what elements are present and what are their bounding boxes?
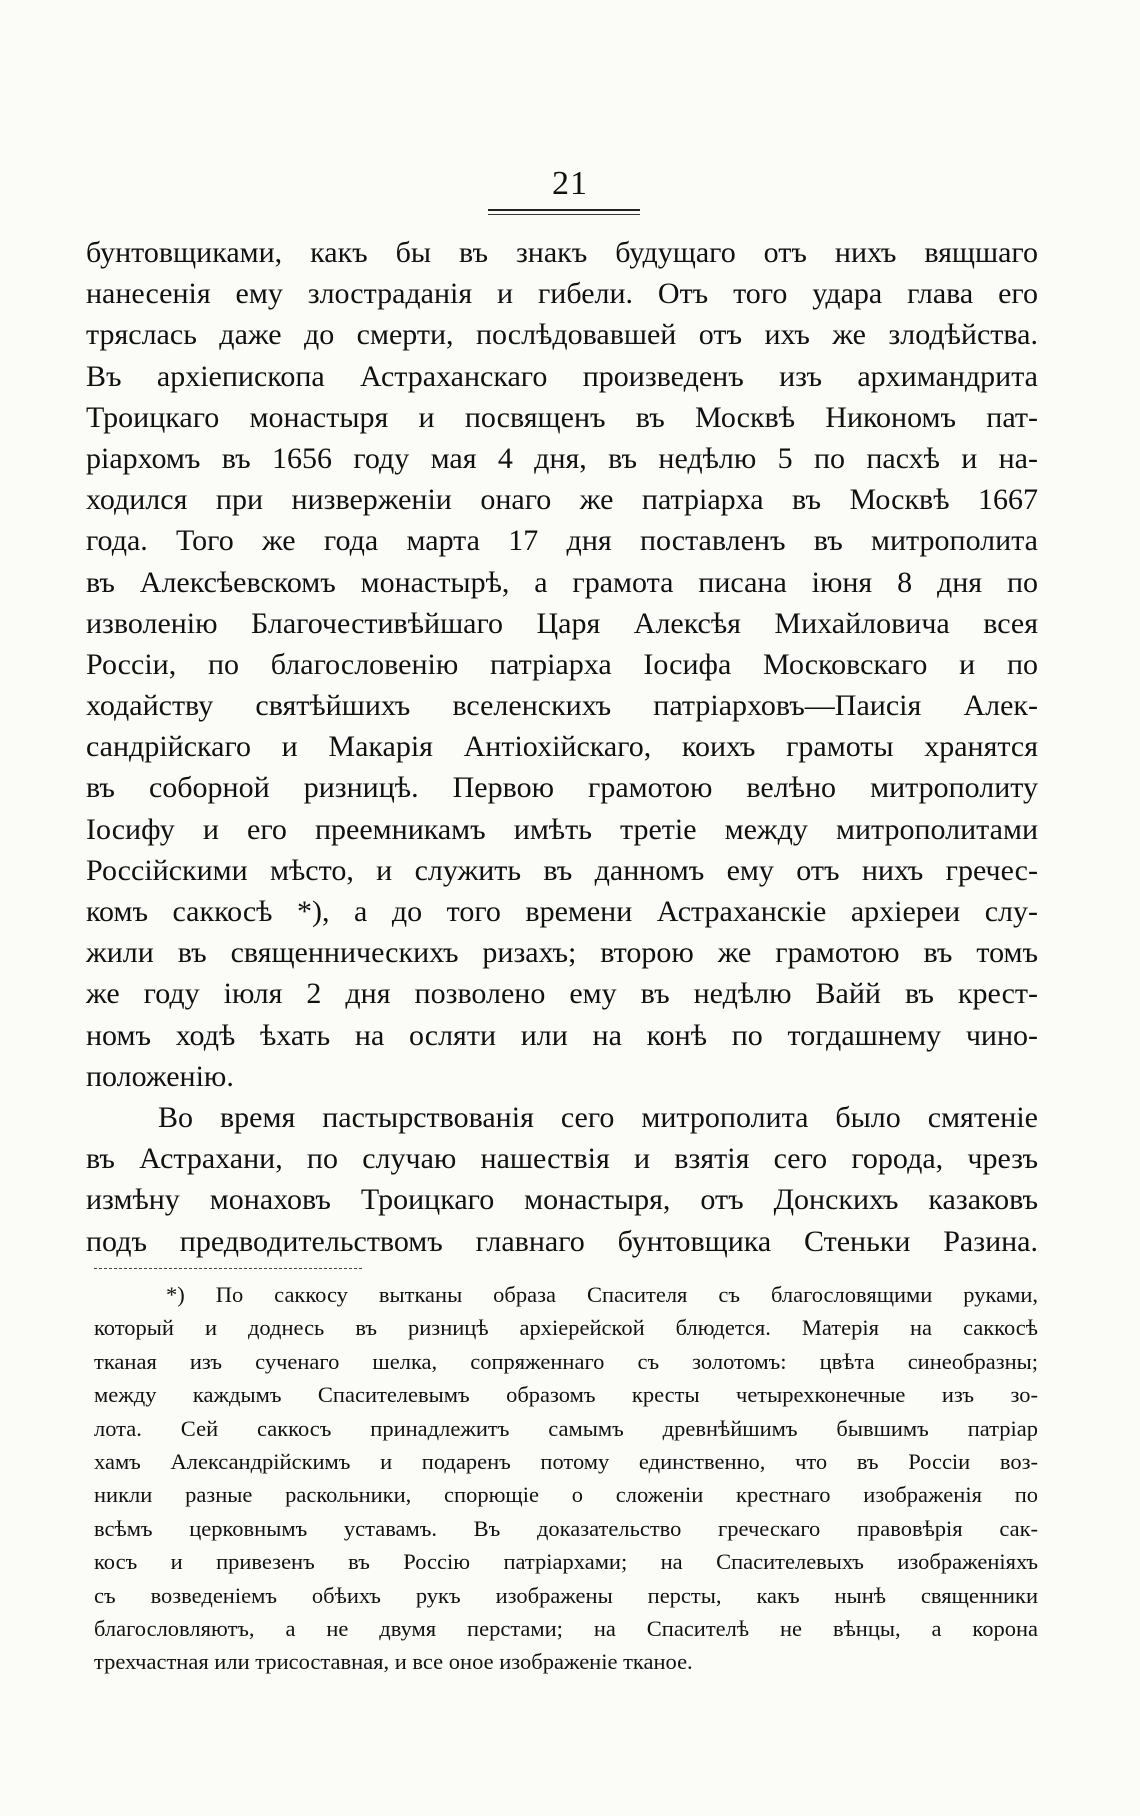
footnote-line: тканая изъ сученаго шелка, сопряженнаго съ золотомъ: цвѣта синеобразны;	[94, 1348, 1038, 1374]
main-text-line: измѣну монаховъ Троицкаго монастыря, отъ Донскихъ казаковъ	[86, 1183, 1038, 1217]
main-text-line: сандрійскаго и Макарія Антіохійскаго, коихъ грамоты хранятся	[86, 730, 1038, 764]
page-number: 21	[552, 165, 588, 202]
main-text-line: Троицкаго монастыря и посвященъ въ Москвѣ Никономъ пат-	[86, 400, 1038, 434]
footnote-line: трехчастная или трисоставная, и все оное изображеніе тканое.	[94, 1649, 693, 1675]
footnote-line: *) По саккосу вытканы образа Спасителя съ благословящими руками,	[166, 1282, 1038, 1307]
main-text-line: Россіи, по благословенію патріарха Іосифа Московскаго и по	[86, 647, 1038, 681]
main-text-line: въ Астрахани, по случаю нашествія и взятія сего города, чрезъ	[86, 1142, 1038, 1176]
footnote-line: хамъ Александрійскимъ и подаренъ потому единственно, что въ Россіи воз-	[94, 1448, 1038, 1474]
main-text-line: жили въ священническихъ ризахъ; второю же грамотою въ томъ	[86, 936, 1038, 970]
main-text-line: нанесенія ему злостраданія и гибели. Отъ того удара глава его	[86, 277, 1038, 311]
main-text-line: года. Того же года марта 17 дня поставленъ въ митрополита	[86, 524, 1038, 558]
header-rule	[488, 209, 640, 211]
main-text-line: подъ предводительствомъ главнаго бунтовщика Стеньки Разина.	[86, 1224, 1038, 1258]
main-body-text	[86, 232, 1038, 1262]
footnote-line: между каждымъ Спасителевымъ образомъ кресты четырехконечные изъ зо-	[94, 1382, 1038, 1408]
main-text-line: изволенію Благочестивѣйшаго Царя Алексѣя Михайловича всея	[86, 606, 1038, 640]
paragraph-end-line: положенію.	[86, 1059, 234, 1093]
footnote-line: который и доднесь въ ризницѣ архіерейской блюдется. Матерія на саккосѣ	[94, 1315, 1038, 1341]
footnote-line: лота. Сей саккосъ принадлежитъ самымъ древнѣйшимъ бывшимъ патріар	[94, 1415, 1038, 1441]
main-text-line: въ Алексѣевскомъ монастырѣ, а грамота писана іюня 8 дня по	[86, 565, 1038, 599]
main-text-line: тряслась даже до смерти, послѣдовавшей отъ ихъ же злодѣйства.	[86, 318, 1038, 352]
footnote-separator	[94, 1268, 362, 1269]
main-text-line: въ соборной ризницѣ. Первою грамотою велѣно митрополиту	[86, 771, 1038, 805]
footnote	[94, 1278, 1038, 1679]
main-text-line: Іосифу и его преемникамъ имѣть третіе между митрополитами	[86, 812, 1038, 846]
footnote-line: благословляютъ, а не двумя перстами; на Спасителѣ не вѣнцы, а корона	[94, 1615, 1038, 1641]
header-rule-secondary	[488, 214, 640, 215]
main-text-line: бунтовщиками, какъ бы въ знакъ будущаго отъ нихъ вящшаго	[86, 236, 1038, 269]
footnote-line: никли разные раскольники, спорющіе о сложеніи крестнаго изображенія по	[94, 1482, 1038, 1508]
footnote-line: съ возведеніемъ обѣихъ рукъ изображены персты, какъ нынѣ священники	[94, 1582, 1038, 1608]
footnote-line: косъ и привезенъ въ Россію патріархами; на Спасителевыхъ изображеніяхъ	[94, 1549, 1038, 1575]
main-text-line: ріархомъ въ 1656 году мая 4 дня, въ недѣлю 5 по пасхѣ и на-	[86, 441, 1038, 475]
footnote-line: всѣмъ церковнымъ уставамъ. Въ доказательство греческаго правовѣрія сак-	[94, 1515, 1038, 1541]
main-text-line: ходайству святѣйшихъ вселенскихъ патріарховъ—Паисія Алек-	[86, 689, 1038, 723]
main-text-line: Въ архіепископа Астраханскаго произведенъ изъ архимандрита	[86, 359, 1038, 393]
main-text-line: номъ ходѣ ѣхать на осляти или на конѣ по тогдашнему чино-	[86, 1018, 1038, 1052]
paragraph-start-line: Во время пастырствованія сего митрополита было смятеніе	[158, 1100, 1038, 1134]
main-text-line: Россійскими мѣсто, и служить въ данномъ ему отъ нихъ гречес-	[86, 853, 1038, 887]
main-text-line: комъ саккосѣ *), а до того времени Астраханскіе архіереи слу-	[86, 895, 1038, 928]
main-text-line: же году іюля 2 дня позволено ему въ недѣлю Вайй въ крест-	[86, 977, 1038, 1011]
main-text-line: ходился при низверженіи онаго же патріарха въ Москвѣ 1667	[86, 483, 1038, 517]
